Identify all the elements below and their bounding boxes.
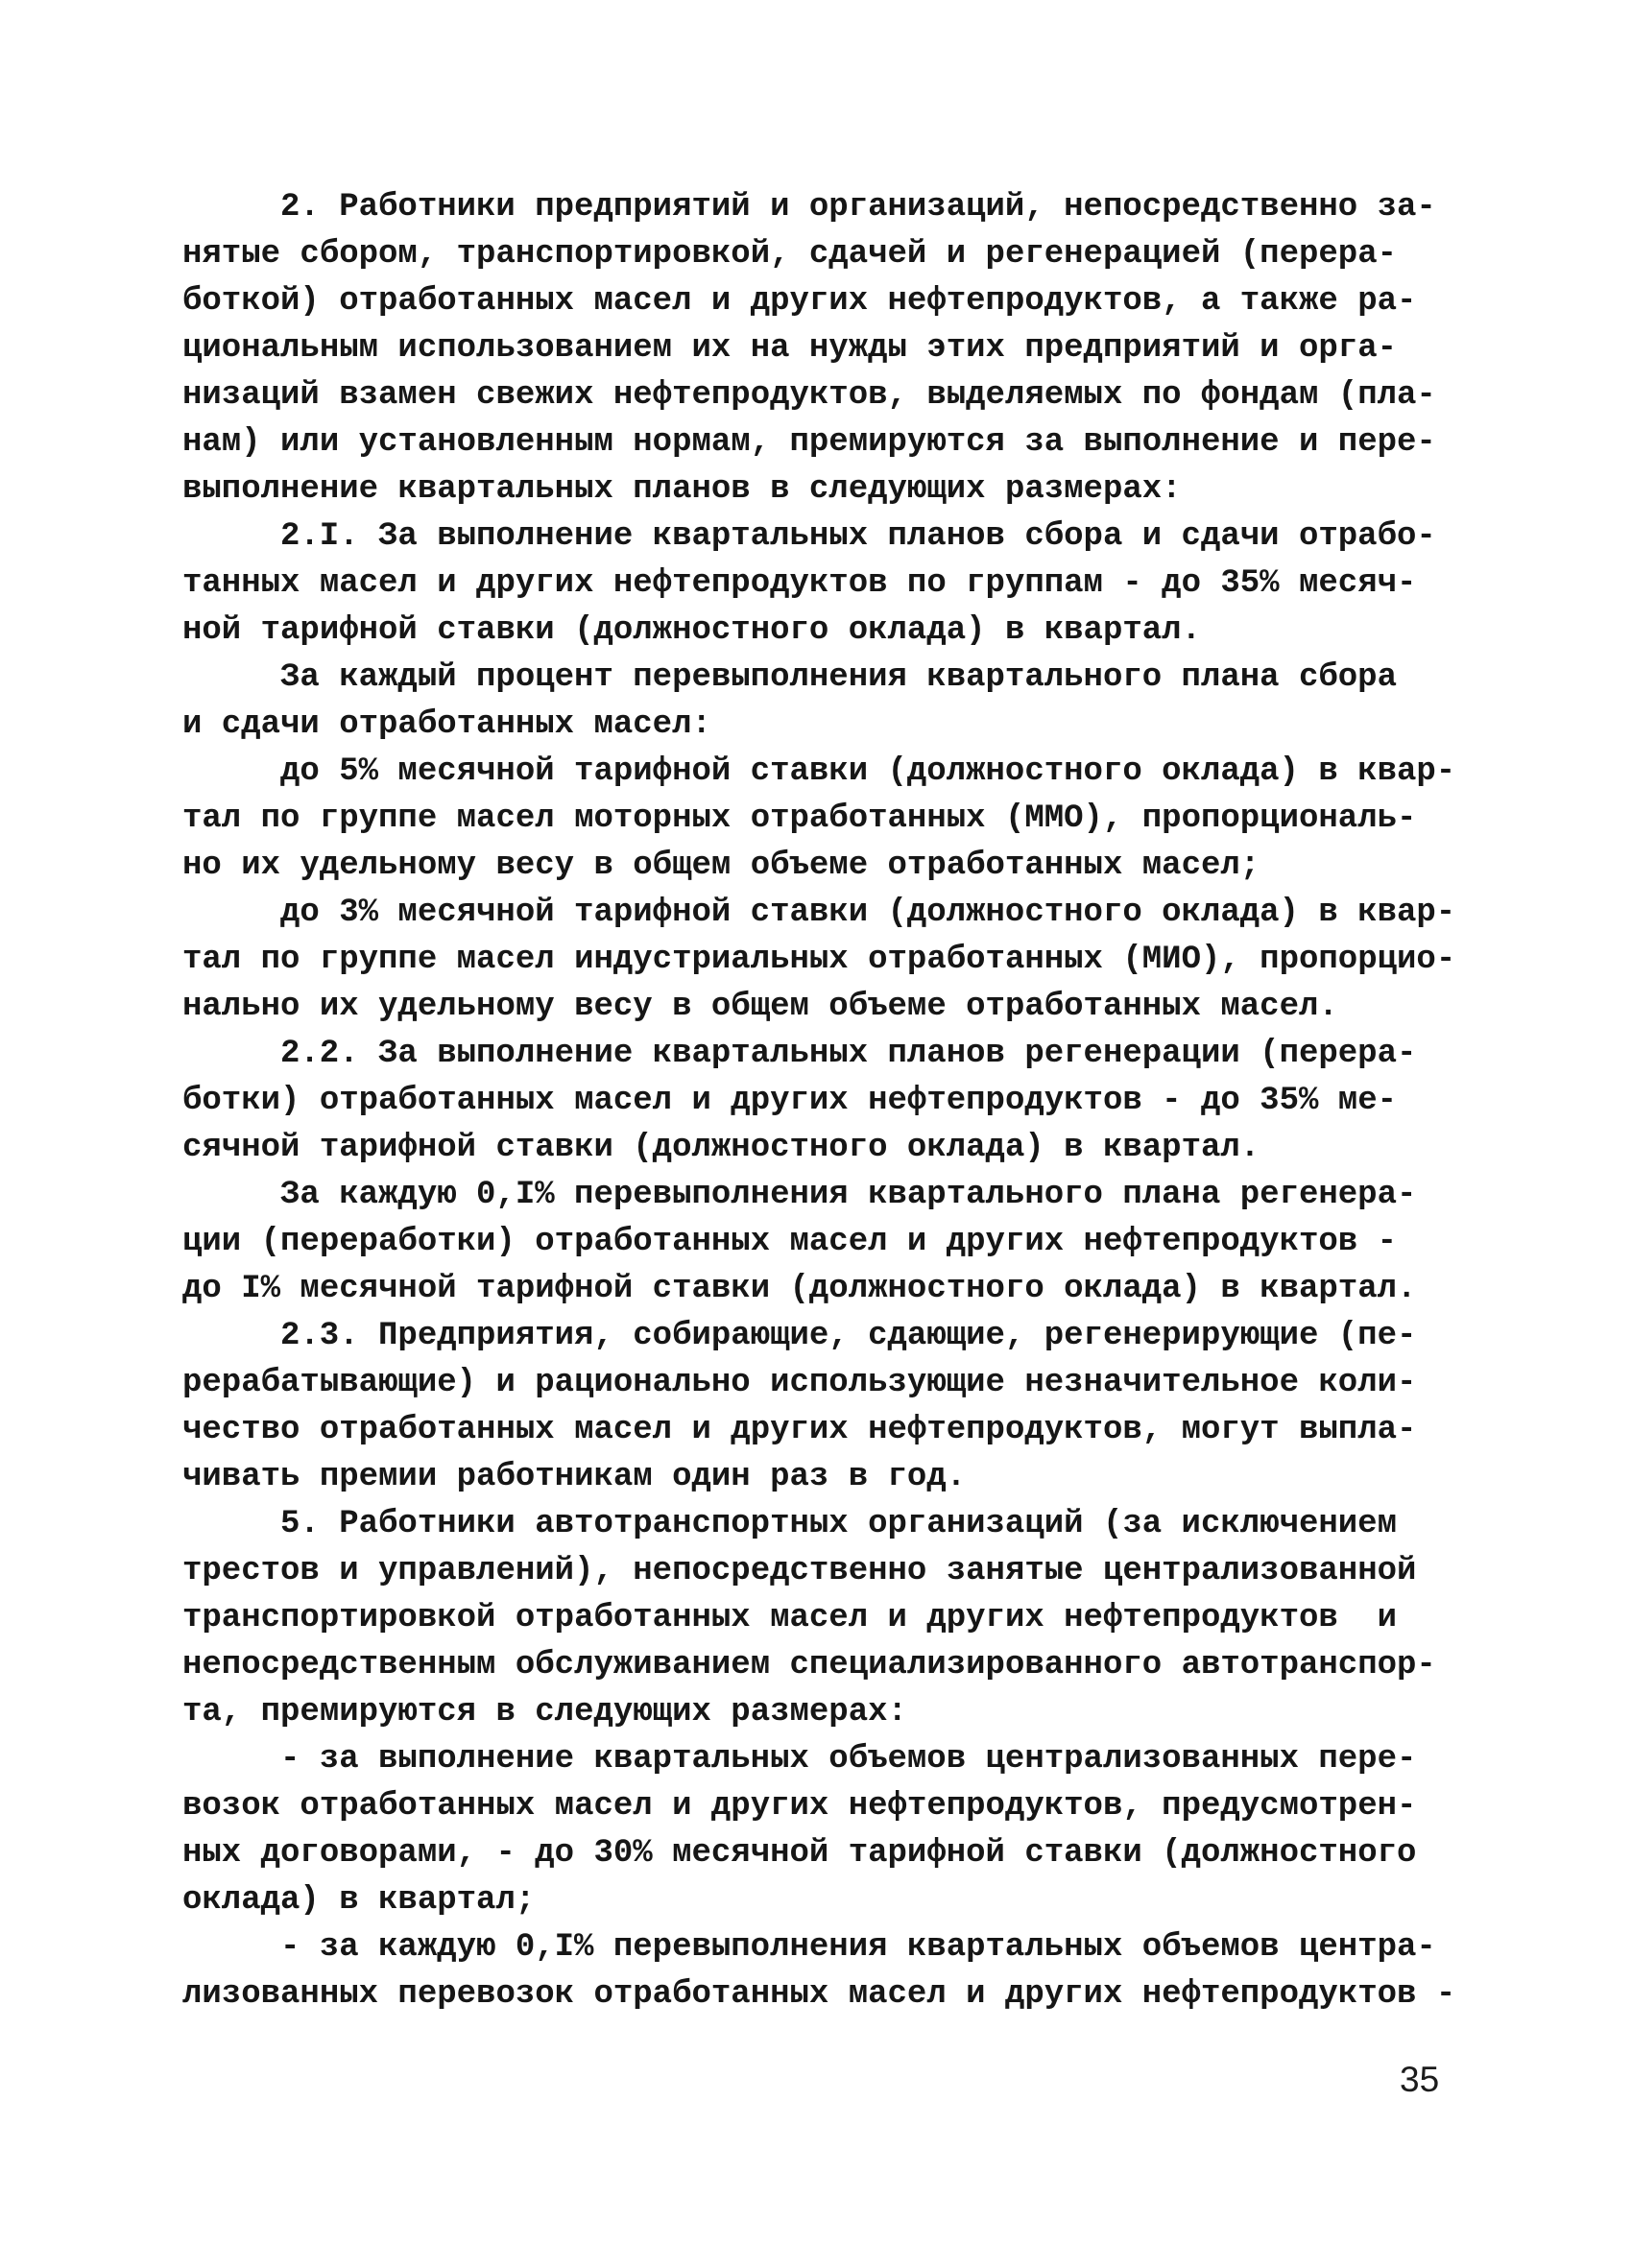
- text-line: транспортировкой отработанных масел и других нефтепродуктов и: [182, 1600, 1398, 1636]
- text-line: и сдачи отработанных масел:: [182, 706, 711, 743]
- text-line: 5. Работники автотранспортных организаций (за исключением: [280, 1506, 1397, 1542]
- text-line: 2. Работники предприятий и организаций, непосредственно за-: [280, 189, 1436, 226]
- text-line: до 5% месячной тарифной ставки (должностного оклада) в квар-: [280, 753, 1456, 790]
- text-line: нам) или установленным нормам, премируются за выполнение и пере-: [182, 424, 1436, 461]
- text-line: тал по группе масел моторных отработанных (ММО), пропорциональ-: [182, 800, 1417, 837]
- text-line: танных масел и других нефтепродуктов по группам - до 35% месяч-: [182, 565, 1417, 602]
- text-line: - за выполнение квартальных объемов централизованных пере-: [280, 1741, 1417, 1778]
- text-line: нятые сбором, транспортировкой, сдачей и регенерацией (перера-: [182, 236, 1398, 273]
- text-line: нально их удельному весу в общем объеме отработанных масел.: [182, 989, 1338, 1025]
- text-line: рерабатывающие) и рационально использующие незначительное коли-: [182, 1365, 1417, 1401]
- text-line: За каждый процент перевыполнения квартального плана сбора: [280, 659, 1397, 696]
- text-line: ции (переработки) отработанных масел и других нефтепродуктов -: [182, 1224, 1398, 1260]
- document-text-block: [182, 184, 1474, 2018]
- text-line: возок отработанных масел и других нефтепродуктов, предусмотрен-: [182, 1788, 1417, 1825]
- text-line: боткой) отработанных масел и других нефтепродуктов, а также ра-: [182, 283, 1417, 320]
- text-line: 2.I. За выполнение квартальных планов сбора и сдачи отрабо-: [280, 518, 1436, 555]
- text-line: - за каждую 0,I% перевыполнения квартальных объемов центра-: [280, 1929, 1436, 1966]
- text-line: ной тарифной ставки (должностного оклада) в квартал.: [182, 612, 1201, 649]
- text-line: выполнение квартальных планов в следующих размерах:: [182, 471, 1182, 508]
- text-line: до I% месячной тарифной ставки (должностного оклада) в квартал.: [182, 1271, 1417, 1307]
- text-line: 2.3. Предприятия, собирающие, сдающие, регенерирующие (пе-: [280, 1318, 1417, 1354]
- text-line: сячной тарифной ставки (должностного оклада) в квартал.: [182, 1130, 1260, 1166]
- text-line: оклада) в квартал;: [182, 1882, 536, 1919]
- text-line: ботки) отработанных масел и других нефтепродуктов - до 35% ме-: [182, 1083, 1398, 1119]
- text-line: циональным использованием их на нужды этих предприятий и орга-: [182, 330, 1398, 367]
- text-line: но их удельному весу в общем объеме отработанных масел;: [182, 848, 1260, 884]
- text-line: низаций взамен свежих нефтепродуктов, выделяемых по фондам (пла-: [182, 377, 1436, 414]
- text-line: лизованных перевозок отработанных масел и других нефтепродуктов -: [182, 1976, 1456, 2013]
- text-line: трестов и управлений), непосредственно занятые централизованной: [182, 1553, 1417, 1589]
- page-number: 35: [1400, 2060, 1440, 2099]
- text-line: За каждую 0,I% перевыполнения квартального плана регенера-: [280, 1177, 1417, 1213]
- text-line: непосредственным обслуживанием специализированного автотранспор-: [182, 1647, 1436, 1683]
- text-line: до 3% месячной тарифной ставки (должностного оклада) в квар-: [280, 895, 1456, 931]
- text-line: чество отработанных масел и других нефтепродуктов, могут выпла-: [182, 1412, 1417, 1448]
- text-line: тал по группе масел индустриальных отработанных (МИО), пропорцио-: [182, 942, 1456, 978]
- text-line: 2.2. За выполнение квартальных планов регенерации (перера-: [280, 1036, 1417, 1072]
- text-line: та, премируются в следующих размерах:: [182, 1694, 907, 1731]
- text-line: ных договорами, - до 30% месячной тарифной ставки (должностного: [182, 1835, 1417, 1872]
- text-line: чивать премии работникам один раз в год.: [182, 1459, 967, 1495]
